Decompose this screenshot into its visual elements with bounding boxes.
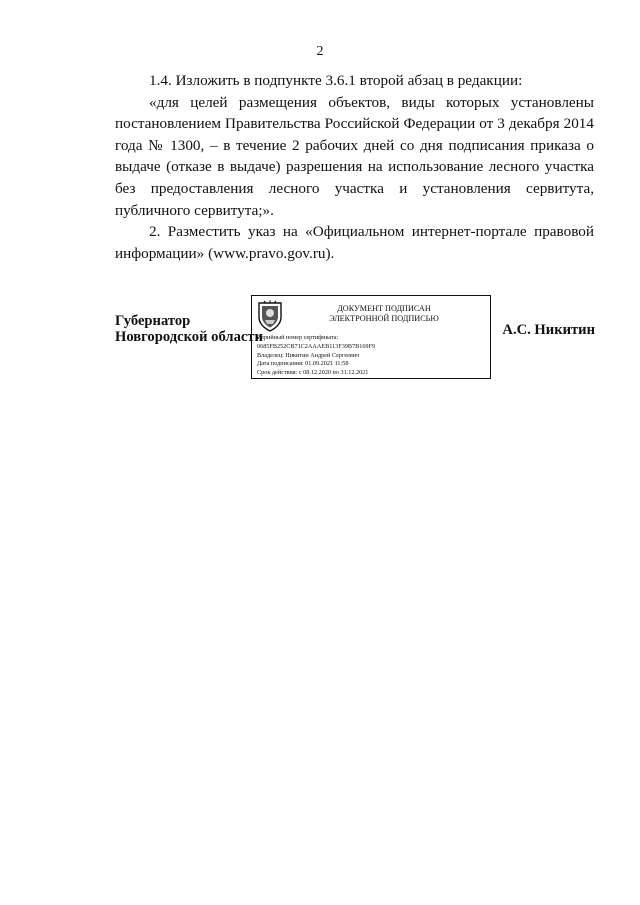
- paragraph: «для целей размещения объектов, виды которых установлены постановлением Правительства Российской Федерации от 3 декабря 2014 года № 1300, – в течение 2 рабочих дней со дня подписания приказа о выдаче (отказе в выдаче) разрешения на использование лесного участка без предоставления лесного участка и установления сервитута, публичного сервитута;».: [115, 93, 594, 219]
- stamp-title-line: ЭЛЕКТРОННОЙ ПОДПИСЬЮ: [329, 314, 439, 323]
- electronic-signature-stamp: [251, 295, 491, 379]
- certificate-label: Серийный номер сертификата:: [257, 334, 339, 341]
- signature-block: [115, 295, 595, 385]
- paragraph: 2. Разместить указ на «Официальном интернет-портале правовой информации» (www.pravo.gov.ru).: [115, 223, 594, 262]
- certificate-number: 0685FB252CB71C2AAAEB113F39B7B169F9: [257, 342, 376, 350]
- page-number: 2: [316, 44, 324, 59]
- stamp-details: [257, 334, 375, 378]
- certificate-validity: Срок действия: с 08.12.2020 по 31.12.2021: [257, 369, 369, 377]
- position-title: Губернатор: [115, 313, 191, 329]
- stamp-title: [284, 304, 484, 324]
- paragraph: 1.4. Изложить в подпункте 3.6.1 второй абзац в редакции:: [149, 72, 523, 89]
- position-region: Новгородской области: [115, 329, 263, 345]
- certificate-owner: Владелец: Никитин Андрей Сергеевич: [257, 351, 360, 359]
- signatory-position: [115, 313, 263, 345]
- signer-name: А.С. Никитин: [502, 322, 595, 338]
- document-body: [115, 70, 594, 264]
- stamp-title-line: ДОКУМЕНТ ПОДПИСАН: [337, 304, 431, 313]
- signing-date: Дата подписания: 01.09.2021 11:58: [257, 360, 349, 368]
- coat-of-arms-icon: [256, 300, 284, 332]
